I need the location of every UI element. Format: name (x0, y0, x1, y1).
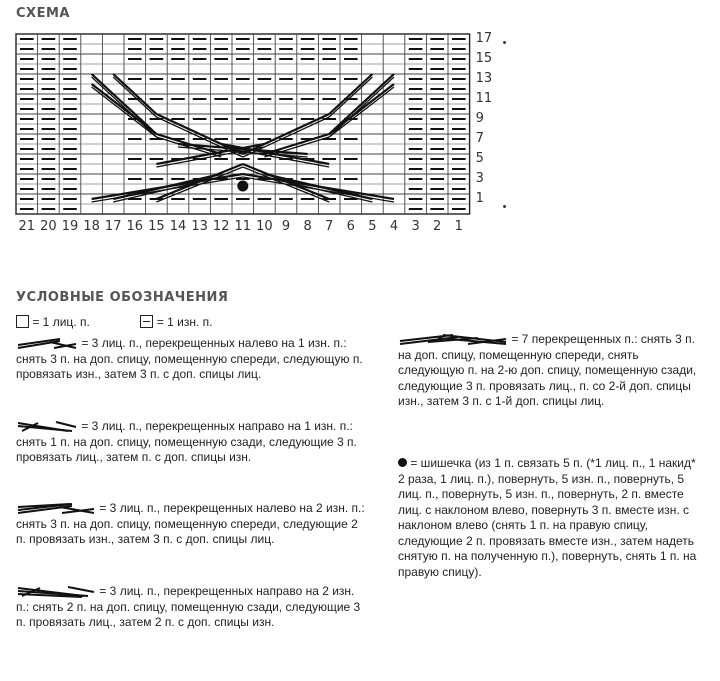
purl-stitch-icon (140, 315, 153, 328)
legend-title: УСЛОВНЫЕ ОБОЗНАЧЕНИЯ (16, 290, 229, 305)
bobble-icon (398, 458, 407, 467)
column-number: 8 (303, 219, 312, 234)
row-number: 7 (475, 131, 484, 146)
cross-left-3-2-icon (16, 503, 96, 515)
row-number: 17 (475, 31, 493, 46)
legend-item-cross-right-3-1 (16, 419, 366, 466)
row-number: 5 (475, 151, 484, 166)
row-number: 3 (475, 171, 484, 186)
column-number: 2 (433, 219, 442, 234)
column-number: 10 (256, 219, 273, 234)
row-mark: • (502, 201, 507, 213)
cable-icon-line (56, 422, 76, 427)
row-number: 11 (475, 91, 493, 106)
row-number: 1 (475, 191, 484, 206)
knit-stitch-icon (16, 315, 29, 328)
cable-icon-line (68, 587, 94, 592)
knit-label: = 1 лиц. п. (32, 315, 90, 329)
purl-label: = 1 изн. п. (156, 315, 213, 329)
legend-text: = 3 лиц. п., перекрещенных налево на 1 изн. п.: снять 3 п. на доп. спицу, помещенную спереди, следующую п. провязать изн., затем 3 п. с доп. спицы лиц. (16, 336, 363, 381)
column-number: 12 (212, 219, 230, 234)
cable-line (113, 77, 156, 117)
legend-text: = 3 лиц. п., перекрещенных направо на 2 изн. п.: снять 2 п. на доп. спицу, помещенную сзади, следующие 3 п. провязать лиц., затем 2 п. с доп. спицы изн. (16, 584, 361, 629)
legend-item-bobble (398, 456, 700, 580)
column-number: 17 (104, 219, 122, 234)
legend-basic (16, 315, 346, 331)
row-number: 15 (475, 51, 493, 66)
column-number: 5 (368, 219, 377, 234)
cross-right-3-2-icon (16, 586, 96, 598)
column-number: 6 (346, 219, 355, 234)
legend-item-cross-7 (398, 332, 698, 410)
column-number: 18 (83, 219, 100, 234)
column-numbers (19, 219, 463, 234)
cross-right-3-1-icon (16, 421, 78, 433)
column-number: 11 (234, 219, 252, 234)
legend-text: = 3 лиц. п., перекрещенных направо на 1 изн. п.: снять 1 п. на доп. спицу, помещенную сзади, следующие 3 п. провязать лиц., затем п. с доп. спицы изн. (16, 419, 357, 464)
legend-item-cross-left-3-1 (16, 336, 366, 383)
column-number: 15 (148, 219, 165, 234)
row-number: 9 (475, 111, 484, 126)
column-number: 13 (191, 219, 208, 234)
column-number: 14 (169, 219, 187, 234)
column-number: 16 (126, 219, 144, 234)
legend-item-cross-right-3-2 (16, 584, 366, 631)
cross-left-3-1-icon (16, 338, 78, 350)
legend-text: = 3 лиц. п., перекрещенных налево на 2 изн. п.: снять 3 п. на доп. спицу, помещенную спереди, следующие 2 п. провязать изн., затем 3 п. с доп. спицы лиц. (16, 501, 365, 546)
knitting-chart (0, 0, 720, 260)
column-number: 4 (389, 219, 399, 234)
legend-item-cross-left-3-2 (16, 501, 366, 548)
legend-text: = шишечка (из 1 п. связать 5 п. (*1 лиц. п., 1 накид* 2 раза, 1 лиц. п.), повернуть, 5 изн. п., повернуть, 5 лиц. п., повернуть, 5 изн. п., повернуть, 2 п. вместе лиц. с наклоном влево, повернуть 3 п. вместе изн. с наклоном влево (снять 1 п. на правую спицу, следующие 2 п. провязать вместе изн., затем надеть снятую п. на полученную п.), повернуть, снять 1 п. на правую спицу). (398, 456, 697, 579)
row-number: 13 (475, 71, 493, 86)
chart-title: СХЕМА (16, 6, 70, 21)
cable-line (329, 77, 372, 117)
row-mark: • (502, 37, 507, 49)
column-number: 19 (61, 219, 79, 234)
legend-text: = 7 перекрещенных п.: снять 3 п. на доп. спицу, помещенную спереди, снять следующую п. на 2-ю доп. спицу, помещенную сзади, следующие 3 п. провязать лиц., п. со 2-й доп. спицы изн., затем 3 п. с 1-й доп. спицы лиц. (398, 332, 697, 408)
column-number: 20 (40, 219, 57, 234)
column-number: 9 (281, 219, 291, 234)
column-number: 21 (18, 219, 36, 234)
column-number: 1 (454, 219, 463, 234)
bobble-stitch (237, 181, 248, 192)
cross-7-icon (398, 334, 508, 346)
column-number: 7 (325, 219, 334, 234)
column-number: 3 (411, 219, 420, 234)
row-numbers (476, 31, 507, 213)
